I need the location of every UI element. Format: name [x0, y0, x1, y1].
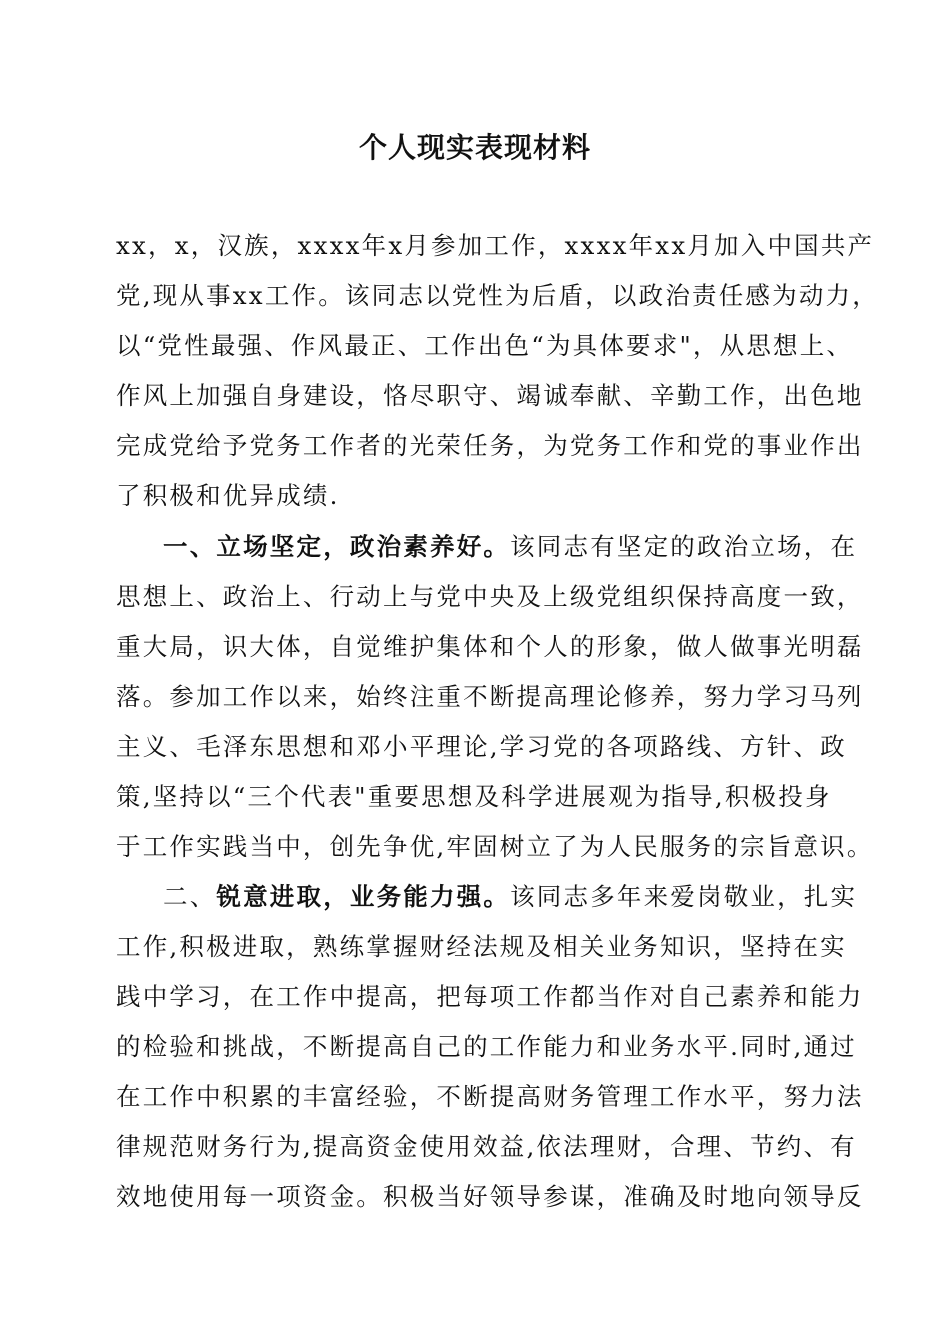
paragraph-line: 的检验和挑战，不断提高自己的工作能力和业务水平.同时,通过 [116, 1032, 857, 1061]
paragraph-line: 策,坚持以“三个代表"重要思想及科学进展观为指导,积极投身 [116, 782, 832, 811]
section-one-lead-text: 该同志有坚定的政治立场，在 [510, 532, 858, 561]
paragraph-line: 作风上加强自身建设，恪尽职守、竭诚奉献、辛勤工作，出色地 [116, 381, 864, 410]
paragraph-line: 效地使用每一项资金。积极当好领导参谋，准确及时地向领导反 [116, 1182, 864, 1211]
paragraph-line: 律规范财务行为,提高资金使用效益,依法理财，合理、节约、有 [116, 1132, 857, 1161]
paragraph-line: 主义、毛泽东思想和邓小平理论,学习党的各项路线、方针、政 [116, 732, 847, 761]
section-heading-two: 锐意进取，业务能力强。 [216, 882, 511, 911]
section-heading-one: 一、立场坚定，政治素养好。 [163, 532, 511, 561]
paragraph-line: 落。参加工作以来，始终注重不断提高理论修养，努力学习马列 [116, 682, 864, 711]
paragraph-line: xx，x，汉族，xxxx年x月参加工作，xxxx年xx月加入中国共产 [116, 231, 875, 260]
paragraph-line: 思想上、政治上、行动上与党中央及上级党组织保持高度一致， [116, 582, 864, 611]
paragraph-line: 完成党给予党务工作者的光荣任务，为党务工作和党的事业作出 [116, 431, 864, 460]
section-one-first-line [163, 527, 893, 567]
paragraph-line: 了积极和优异成绩. [116, 481, 340, 510]
paragraph-line: 党,现从事xx工作。该同志以党性为后盾，以政治责任感为动力， [116, 281, 879, 310]
section-two-lead-text: 该同志多年来爱岗敬业，扎实 [510, 882, 858, 911]
paragraph-line: 重大局，识大体，自觉维护集体和个人的形象，做人做事光明磊 [116, 632, 864, 661]
paragraph-line: 工作,积极进取，熟练掌握财经法规及相关业务知识，坚持在实 [116, 932, 847, 961]
section-two-first-line [163, 877, 893, 917]
section-two-number: 二、 [163, 882, 217, 911]
paragraph-line: 在工作中积累的丰富经验，不断提高财务管理工作水平，努力法 [116, 1082, 864, 1111]
paragraph-line: 于工作实践当中，创先争优,牢固树立了为人民服务的宗旨意识。 [116, 832, 874, 861]
document-title: 个人现实表现材料 [358, 131, 591, 164]
paragraph-line: 以“党性最强、作风最正、工作出色“为具体要求"，从思想上、 [116, 331, 854, 360]
paragraph-line: 践中学习，在工作中提高，把每项工作都当作对自己素养和能力 [116, 982, 864, 1011]
